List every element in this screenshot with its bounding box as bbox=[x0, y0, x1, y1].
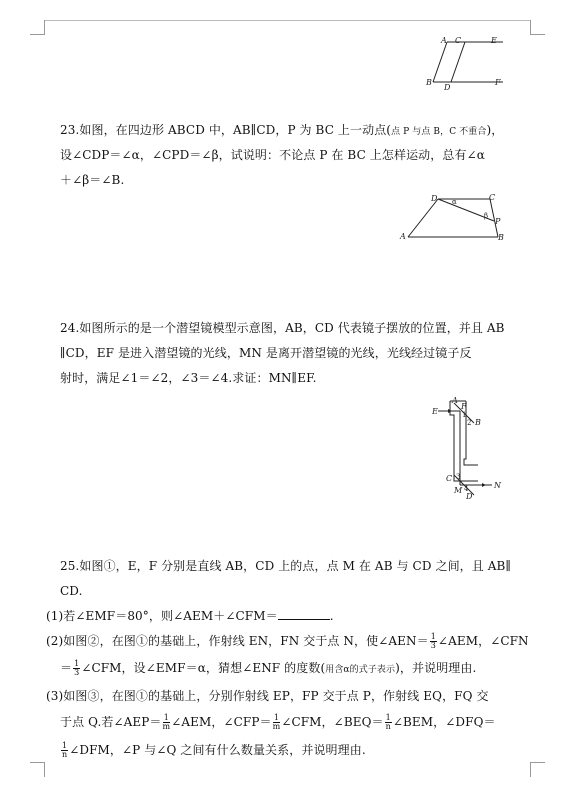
label-D: D bbox=[431, 194, 438, 203]
label-D: D bbox=[444, 83, 451, 90]
q24-line-1: 24.如图所示的是一个潜望镜模型示意图，AB，CD 代表镜子摆放的位置，并且 AB bbox=[60, 321, 505, 335]
fraction-one-over-m: $\frac{1}{m}$ bbox=[272, 713, 281, 731]
q25-part-2-line-1: (2)如图②，在图①的基础上，作射线 EN，FN 交于点 N，使∠AEN＝ $\frac{1}{3}$ ∠AEM，∠CFN bbox=[46, 632, 529, 650]
label-C: C bbox=[489, 193, 496, 202]
q23-note: 点 P 与点 B，C 不重合 bbox=[391, 127, 487, 137]
label-B: B bbox=[498, 233, 504, 242]
label-F: F bbox=[495, 78, 501, 87]
q25-part-3-line-2: 于点 Q.若∠AEP＝ $\frac{1}{m}$ ∠AEM，∠CFP＝ $\frac{1}{m}$ ∠CFM，∠BEQ＝ $\frac{1}{n}$ ∠BEM，∠DFQ＝ bbox=[60, 713, 496, 731]
fraction-one-over-n: $\frac{1}{n}$ bbox=[385, 713, 391, 731]
label-A: A bbox=[400, 232, 406, 241]
crop-mark-top-left bbox=[30, 20, 45, 35]
figure-q24-periscope bbox=[430, 395, 510, 500]
label-P: P bbox=[495, 217, 501, 226]
fraction-one-over-n: $\frac{1}{n}$ bbox=[61, 741, 68, 759]
q25-part-1: (1)若∠EMF＝80°，则∠AEM＋∠CFM＝ . bbox=[46, 609, 334, 623]
label-beta: β bbox=[484, 212, 489, 220]
fraction-one-third: $\frac{1}{3}$ bbox=[430, 632, 436, 650]
label-B: B bbox=[426, 78, 432, 87]
q25-line-2: CD. bbox=[60, 584, 83, 598]
label-4: 4 bbox=[464, 485, 469, 493]
figure-parallelogram bbox=[425, 34, 515, 90]
q24-line-3: 射时，满足∠1＝∠2，∠3＝∠4.求证：MN∥EF. bbox=[60, 371, 317, 385]
q25-part-2-line-2: ＝ $\frac{1}{3}$ ∠CFM，设∠EMF＝α，猜想∠ENF 的度数(用含α的式子表示)，并说明理由. bbox=[60, 659, 477, 677]
label-B: B bbox=[475, 418, 481, 427]
answer-blank[interactable] bbox=[278, 608, 330, 620]
q23-line-2: 设∠CDP＝∠α，∠CPD＝∠β，试说明：不论点 P 在 BC 上怎样运动，总有∠α bbox=[60, 148, 485, 162]
label-C: C bbox=[455, 36, 462, 45]
label-F: F bbox=[461, 402, 467, 411]
label-1: 1 bbox=[462, 411, 467, 419]
label-M: M bbox=[454, 486, 463, 495]
label-A: A bbox=[441, 36, 447, 45]
q25-line-1: 25.如图①，E，F 分别是直线 AB，CD 上的点，点 M 在 AB 与 CD 之间，且 AB∥ bbox=[60, 559, 512, 573]
q25-part-3-line-1: (3)如图③，在图①的基础上，分别作射线 EP，FP 交于点 P，作射线 EQ，FQ 交 bbox=[46, 689, 489, 703]
label-E: E bbox=[432, 407, 438, 416]
label-3: 3 bbox=[456, 473, 461, 481]
label-2: 2 bbox=[467, 419, 472, 427]
fraction-one-over-m: $\frac{1}{m}$ bbox=[162, 713, 171, 731]
label-E: E bbox=[491, 36, 497, 45]
q23-line-1: 23.如图，在四边形 ABCD 中，AB∥CD，P 为 BC 上一动点(点 P 与点 B，C 不重合)， bbox=[60, 123, 504, 137]
crop-mark-bottom-left bbox=[30, 762, 45, 777]
label-N: N bbox=[494, 481, 501, 490]
q23-line-3: ＋∠β＝∠B. bbox=[60, 173, 125, 187]
crop-mark-top-right bbox=[530, 20, 545, 35]
label-C: C bbox=[446, 474, 453, 483]
fraction-one-third: $\frac{1}{3}$ bbox=[74, 659, 80, 677]
page-top-border bbox=[44, 20, 531, 21]
figure-q23-trapezoid bbox=[398, 193, 510, 245]
q25-part-3-line-3: $\frac{1}{n}$ ∠DFM，∠P 与∠Q 之间有什么数量关系，并说明理由. bbox=[61, 741, 366, 759]
label-alpha: α bbox=[452, 198, 457, 206]
q25-note: 用含α的式子表示 bbox=[325, 665, 396, 675]
label-D: D bbox=[466, 492, 473, 500]
q24-line-2: ∥CD，EF 是进入潜望镜的光线，MN 是离开潜望镜的光线，光线经过镜子反 bbox=[60, 346, 472, 360]
crop-mark-bottom-right bbox=[530, 762, 545, 777]
label-A: A bbox=[452, 396, 458, 405]
